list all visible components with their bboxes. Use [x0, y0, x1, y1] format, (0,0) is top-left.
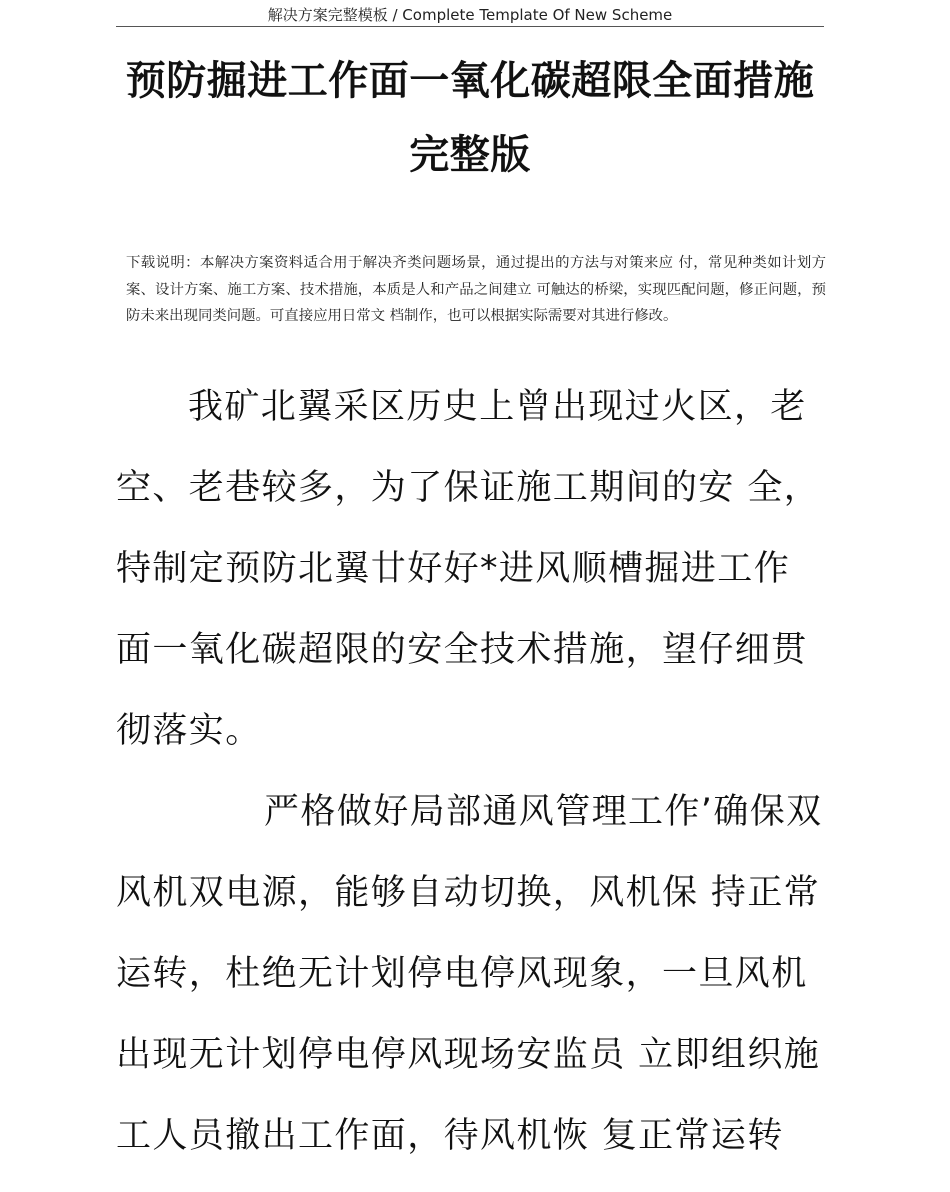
- page-header: 解决方案完整模板 / Complete Template Of New Scheme: [116, 0, 824, 27]
- download-note: 下载说明：本解决方案资料适合用于解决齐类问题场景，通过提出的方法与对策来应 付，常见种类如计划方案、设计方案、施工方案、技术措施，本质是人和产品之间建立 可触达的桥梁，实现匹配问题，修正问题，预防未来出现同类问题。可直接应用日常文 档制作，也可以根据实际需要对其进行修改。: [126, 255, 826, 324]
- body-paragraph-1: 我矿北翼采区历史上曾出现过火区，老空、老巷较多，为了保证施工期间的安 全，特制定预防北翼廿好好*进风顺槽掘进工作面一氧化碳超限的安全技术措施，望仔细贯彻落实。: [116, 387, 821, 751]
- body-paragraph-2: 严格做好局部通风管理工作’确保双风机双电源，能够自动切换，风机保 持正常运转，杜绝无计划停电停风现象，一旦风机出现无计划停电停风现场安监员 立即组织施工人员撤出工作面，待风机恢 复正常运转: [116, 792, 823, 1156]
- document-title: 预防掘进工作面一氧化碳超限全面措施完整版: [125, 58, 815, 178]
